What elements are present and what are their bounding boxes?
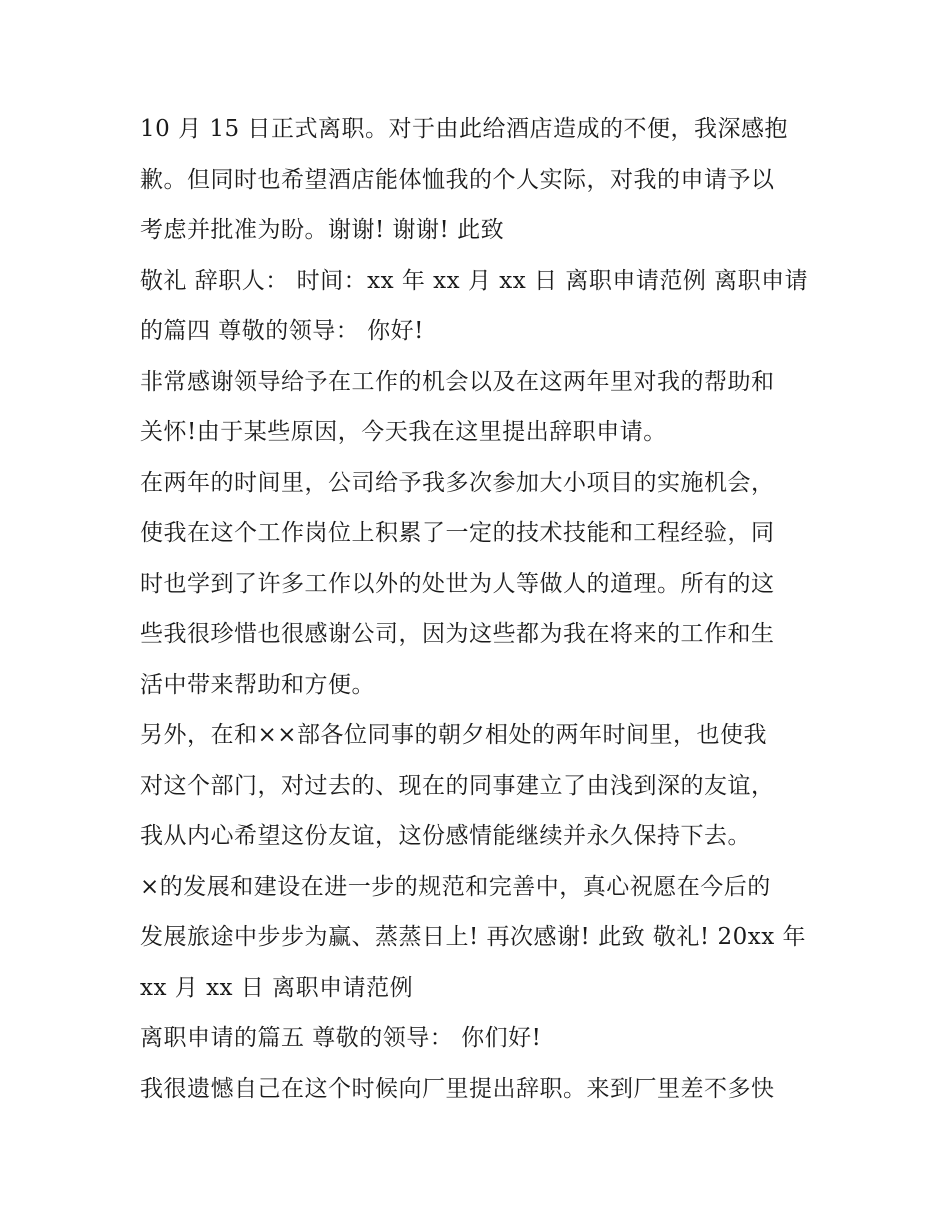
text-line: 离职申请的篇五 尊敬的领导： 你们好! <box>140 1025 542 1051</box>
text-line: 关怀!由于某些原因，今天我在这里提出辞职申请。 <box>140 419 667 445</box>
text-line: 非常感谢领导给予在工作的机会以及在这两年里对我的帮助和 <box>140 368 775 395</box>
text-line: 另外，在和××部各位同事的朝夕相处的两年时间里，也使我 <box>140 722 768 748</box>
text-line: 活中带来帮助和方便。 <box>140 671 375 698</box>
text-line: 敬礼 辞职人： 时间：xx 年 xx 月 xx 日 离职申请范例 离职申请 <box>140 267 809 294</box>
text-line: ×的发展和建设在进一步的规范和完善中，真心祝愿在今后的 <box>140 873 771 900</box>
text-line: xx 月 xx 日 离职申请范例 <box>140 974 414 1001</box>
text-line: 我很遗憾自己在这个时候向厂里提出辞职。来到厂里差不多快 <box>140 1075 775 1102</box>
text-line: 歉。但同时也希望酒店能体恤我的个人实际，对我的申请予以 <box>140 166 775 193</box>
text-line: 10 月 15 日正式离职。对于由此给酒店造成的不便，我深感抱 <box>140 116 788 142</box>
text-line: 发展旅途中步步为赢、蒸蒸日上! 再次感谢! 此致 敬礼! 20xx 年 <box>140 924 806 950</box>
text-line: 对这个部门，对过去的、现在的同事建立了由浅到深的友谊， <box>140 772 775 799</box>
text-line: 些我很珍惜也很感谢公司，因为这些都为我在将来的工作和生 <box>140 621 775 647</box>
text-line: 使我在这个工作岗位上积累了一定的技术技能和工程经验，同 <box>140 520 775 546</box>
text-line: 在两年的时间里，公司给予我多次参加大小项目的实施机会， <box>140 469 775 496</box>
text-line: 我从内心希望这份友谊，这份感情能继续并永久保持下去。 <box>140 823 751 849</box>
text-line: 时也学到了许多工作以外的处世为人等做人的道理。所有的这 <box>140 570 775 597</box>
text-line: 的篇四 尊敬的领导： 你好! <box>140 318 424 344</box>
text-line: 考虑并批准为盼。谢谢! 谢谢! 此致 <box>140 217 505 243</box>
document-body <box>140 104 830 1114</box>
